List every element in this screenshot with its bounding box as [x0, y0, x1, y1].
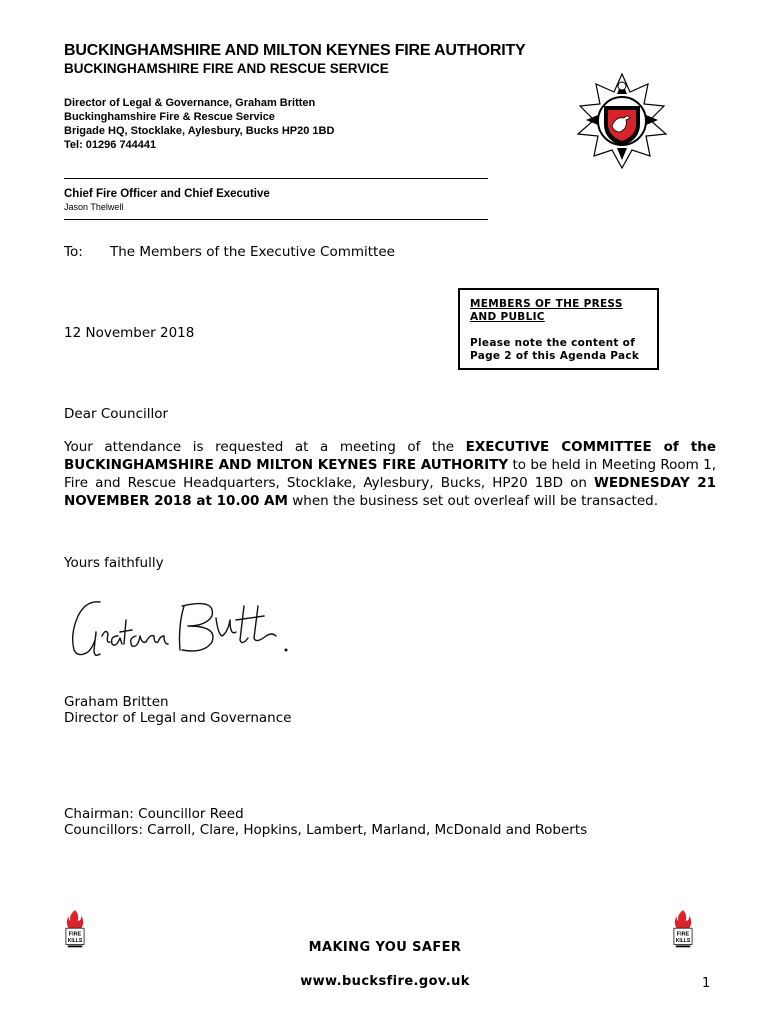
letter-date: 12 November 2018: [64, 325, 195, 341]
closing: Yours faithfully: [64, 555, 164, 571]
handwritten-signature: [66, 592, 296, 664]
footer-slogan: MAKING YOU SAFER: [308, 940, 462, 955]
salutation: Dear Councillor: [64, 406, 169, 422]
footer-website-link[interactable]: www.bucksfire.gov.uk: [300, 974, 470, 989]
to-recipient: The Members of the Executive Committee: [110, 244, 395, 260]
paragraph-text: Your attendance is requested at a meeting of the: [64, 439, 466, 455]
svg-text:KILLS: KILLS: [67, 937, 83, 944]
page-number: 1: [702, 976, 711, 991]
chief-officer-name: Jason Thelwell: [64, 202, 124, 212]
signatory-name: Graham Britten: [64, 694, 169, 710]
chairman-line: Chairman: Councillor Reed: [64, 806, 244, 822]
paragraph-text: when the business set out overleaf will be transacted.: [287, 493, 658, 509]
press-notice-note-1: Please note the content of: [470, 337, 636, 349]
press-notice-heading-1: MEMBERS OF THE PRESS: [470, 298, 623, 310]
header-divider: [64, 178, 488, 179]
meeting-datetime: WEDNESDAY 21 NOVEMBER 2018 at 10.00 AM: [64, 475, 716, 509]
svg-text:KILLS: KILLS: [675, 937, 691, 944]
signatory-title: Director of Legal and Governance: [64, 710, 292, 726]
chief-officer-title: Chief Fire Officer and Chief Executive: [64, 188, 270, 200]
committee-name: EXECUTIVE COMMITTEE of the BUCKINGHAMSHIRE AND MILTON KEYNES FIRE AUTHORITY: [64, 439, 716, 473]
address-line-2: Buckinghamshire Fire & Rescue Service: [64, 111, 275, 123]
councillors-line: Councillors: Carroll, Clare, Hopkins, Lambert, Marland, McDonald and Roberts: [64, 822, 588, 838]
service-title: BUCKINGHAMSHIRE FIRE AND RESCUE SERVICE: [64, 61, 389, 76]
paragraph-text: to be held in Meeting Room 1, Fire and Rescue Headquarters, Stocklake, Aylesbury, Bucks, HP20 1BD on: [64, 457, 716, 491]
address-line-1: Director of Legal & Governance, Graham Britten: [64, 97, 316, 109]
authority-title: BUCKINGHAMSHIRE AND MILTON KEYNES FIRE AUTHORITY: [64, 42, 526, 59]
address-line-4: Tel: 01296 744441: [64, 139, 157, 151]
invitation-paragraph: [64, 438, 716, 510]
fire-service-crest-icon: [568, 72, 676, 176]
press-notice-box: [458, 288, 659, 370]
svg-text:FIRE: FIRE: [676, 931, 690, 938]
press-notice-heading-2: AND PUBLIC: [470, 311, 545, 323]
chief-officer-divider: [64, 219, 488, 220]
press-notice-note-2: Page 2 of this Agenda Pack: [470, 350, 640, 362]
to-label: To:: [64, 244, 83, 260]
svg-text:FIRE: FIRE: [68, 931, 82, 938]
address-line-3: Brigade HQ, Stocklake, Aylesbury, Bucks HP20 1BD: [64, 125, 335, 137]
